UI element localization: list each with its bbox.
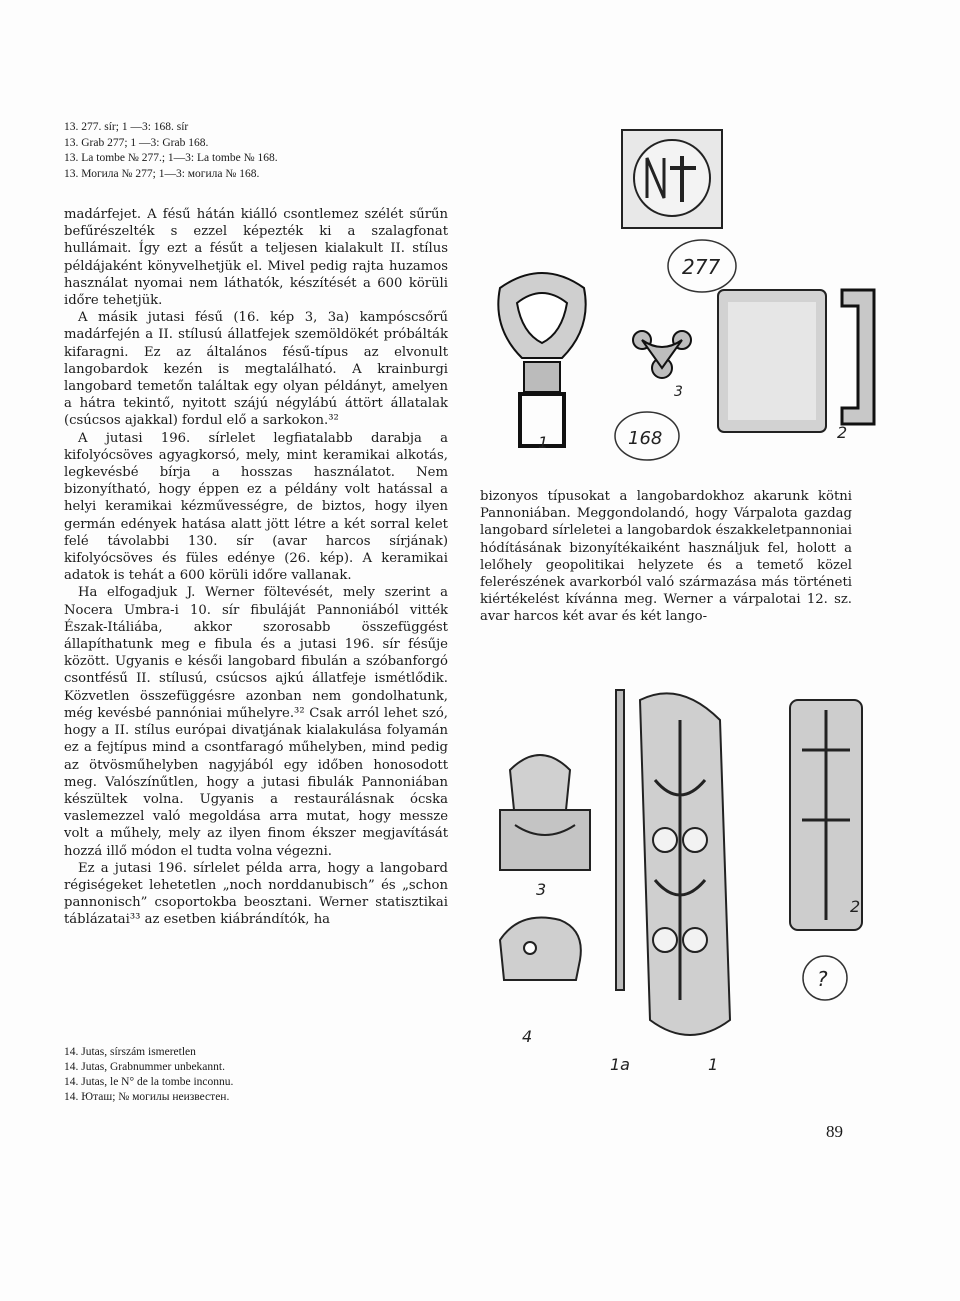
label-277: 277 [682,255,721,279]
figure-caption-13 [64,120,278,182]
iron-plate-drawing [718,290,826,432]
grave-277-label [668,240,736,292]
label-3: 3 [674,384,683,400]
label-168: 168 [628,428,663,449]
label-unknown: ? [817,967,828,991]
clip-drawing [842,290,874,424]
paragraph: Ez a jutasi 196. sírlelet példa arra, hogy a langobard régiségeket lehetetlen „noch norddanubisch” és „schon pannonisch” csoportokba beosztani. Werner statisztikai táblázatai³³ az esetben kiábrándítók, ha [64,860,448,928]
comb-fragment-3-drawing [500,755,590,870]
caption-line: 14. Jutas, sírszám ismeretlen [64,1046,196,1058]
right-text-column [480,488,852,626]
label-2: 2 [837,423,848,442]
paragraph: A másik jutasi fésű (16. kép 3, 3a) kampóscsőrű madárfején a II. stílusú állatfejek szemöldökét próbálták kifaragni. Ez az általános fésű-típus az elvonult langobardok kezén is megtalálható. A krainburgi langobard temetőn találtak egy olyan példányt, amelyen a hátra tekintő, nyitott szájú négylábú áttört állatalak (csúcsos ajakkal) fordul elő a sarkokon.³² [64,310,448,429]
unknown-grave-label [803,956,847,1000]
paragraph: Ha elfogadjuk J. Werner föltevését, mely szerint a Nocera Umbra-i 10. sír fibuláját Pannoniából vitték Észak-Itáliába, akkor szorosabb összefüggést állapíthatunk meg e fibula és a jutasi 196. sír fésűje között. Ugyanis e késői langobard fibulán a szóbanforgó csontfésű II. stílusú, csúcsos ajkú állatfeje ismétlődik. Közvetlen összefüggésre azonban nem gondolhatunk, még kevésbé pannóniai műhelyre.³² Csak arról lehet szó, hogy a II. stílus európai divatjának kialakulása folyamán ez a fejtípus mind a csontfaragó műhelyben, mind pedig az ötvösműhelyben nagyjából egy időben honosodott meg. Valószínűtlen, hogy a jutasi fibulák Pannoniában készültek volna. Ugyanis a restaurálásnak ócska vaslemezzel való megoldása arra mutat, hogy messze volt a műhely, mely az ilyen finom ékszer megjavítását hozzá illő módon el tudta volna végezni. [64,585,448,859]
page-number: 89 [826,1122,843,1141]
caption-line: 13. La tombe № 277.; 1—3: La tombe № 168. [64,152,278,164]
caption-line: 13. 277. sír; 1 —3: 168. sír [64,121,189,133]
figure-13-illustration [482,118,882,468]
grave-168-label [615,412,679,460]
comb-fragment-3a-drawing [500,918,581,981]
label-2: 2 [850,897,861,916]
figure-14-illustration [480,680,880,1100]
paragraph: A jutasi 196. sírlelet legfiatalabb darabja a kifolyócsöves agyagkorsó, mely, mint keramikai alkotás, legkevésbé bírja a hosszas használatot. Nem bizonyítható, hogy éppen ez a példány volt hatással a helyi keramikai kézművességre, de biztos, hogy ilyen germán edények hatása alatt jött létre a két sorral kelet felé távolabbi 130. sír (avar harcos sírjának) kifolyócsöves és füles edénye (26. kép). A keramikai adatok is tehát a 600 körüli időre vallanak. [64,430,448,584]
pin-drawing [616,690,624,990]
label-1: 1 [708,1055,719,1074]
comb-fragment-2-drawing [790,700,862,930]
label-1a: 1a [610,1055,630,1074]
caption-line: 14. Jutas, Grabnummer unbekannt. [64,1061,225,1073]
square-plaque-drawing [622,130,722,228]
caption-line: 13. Grab 277; 1 —3: Grab 168. [64,136,209,149]
buckle-drawing [498,273,585,446]
paragraph: bizonyos típusokat a langobardokhoz akarunk kötni Pannoniában. Meggondolandó, hogy Várpalota gazdag langobard sírleletei a langobardok északkeletpannoniai hódításának bizonyítékaiként használjuk fel, holott a lelőhely geopolitikai helyzete és a temető közel felerészének avarkorból való származása más történeti kiértékelést kívánna meg. Werner a várpalotai 12. sz. avar harcos két avar és két lango- [480,489,852,625]
caption-line: 14. Юташ; № могилы неизвестен. [64,1091,230,1103]
label-3: 3 [536,880,547,899]
caption-line: 14. Jutas, le N° de la tombe inconnu. [64,1076,234,1088]
caption-line: 13. Могила № 277; 1—3: могила № 168. [64,167,260,180]
left-text-column [64,206,448,929]
label-4: 4 [522,1027,533,1046]
figure-caption-14 [64,1045,233,1105]
trefoil-mount-drawing [633,331,691,378]
comb-main-drawing [640,693,730,1035]
paragraph: madárfejet. A fésű hátán kiálló csontlemez szélét sűrűn befűrészelték s ezzel képezték ki a szalagfonat hullámait. Így ezt a fésűt a teljesen kialakult II. stílus példájaként könyvelhetjük el. Mivel pedig rajta huzamos használat nyomai nem láthatók, készítését a 600 körüli időre tehetjük. [64,207,448,309]
label-1: 1 [538,433,549,452]
